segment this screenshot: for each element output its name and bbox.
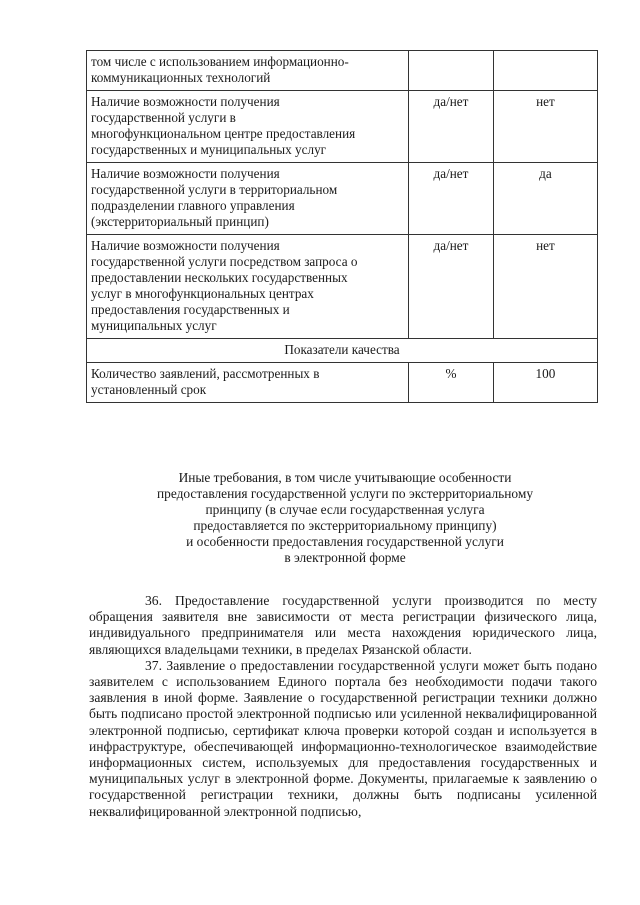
paragraph-36	[89, 593, 597, 658]
cell-line: государственных и муниципальных услуг	[91, 142, 327, 157]
cell-line: том числе с использованием информационно-	[91, 54, 349, 69]
value-cell: 100	[493, 363, 597, 403]
indicators-table	[86, 50, 598, 403]
heading-line: Иные требования, в том числе учитывающие особенности	[178, 470, 512, 485]
table-row	[87, 51, 598, 91]
heading-line: и особенности предоставления государственной услуги	[186, 534, 504, 549]
table-row	[87, 91, 598, 163]
cell-line: (экстерриториальный принцип)	[91, 214, 269, 229]
cell-line: Количество заявлений, рассмотренных в	[91, 366, 320, 381]
cell-line: услуг в многофункциональных центрах	[91, 286, 314, 301]
heading-line: принципу (в случае если государственная услуга	[205, 502, 485, 517]
cell-line: многофункциональном центре предоставления	[91, 126, 356, 141]
body-text	[89, 593, 597, 820]
table-row	[87, 235, 598, 339]
cell-line: государственной услуги в	[91, 110, 236, 125]
table-row	[87, 363, 598, 403]
cell-line: муниципальных услуг	[91, 318, 217, 333]
paragraph-number: 36.	[145, 593, 162, 608]
heading-line: в электронной форме	[284, 550, 406, 565]
cell-line: государственной услуги посредством запроса о	[91, 254, 358, 269]
unit-cell: %	[409, 363, 494, 403]
unit-cell	[409, 51, 494, 91]
cell-line: Наличие возможности получения	[91, 94, 280, 109]
value-cell	[493, 51, 597, 91]
section-heading	[80, 470, 610, 566]
value-cell: нет	[493, 235, 597, 339]
value-cell: да	[493, 163, 597, 235]
cell-line: предоставления государственных и	[91, 302, 290, 317]
indicator-name-cell	[87, 163, 409, 235]
table-row	[87, 163, 598, 235]
cell-line: предоставлении нескольких государственных	[91, 270, 348, 285]
unit-cell: да/нет	[409, 235, 494, 339]
section-quality-header: Показатели качества	[87, 339, 598, 363]
unit-cell: да/нет	[409, 163, 494, 235]
heading-line: предоставляется по экстерриториальному принципу)	[193, 518, 497, 533]
paragraph-text: Предоставление государственной услуги производится по месту обращения заявителя вне зависимости от места регистрации физического лица, индивидуального предпринимателя или места нахождения юридического лица, являющихся владельцами техники, в пределах Рязанской области.	[89, 593, 597, 657]
indicator-name-cell	[87, 91, 409, 163]
cell-line: Наличие возможности получения	[91, 238, 280, 253]
indicator-name-cell	[87, 235, 409, 339]
paragraph-number: 37.	[145, 657, 162, 673]
value-cell: нет	[493, 91, 597, 163]
indicator-name-cell	[87, 51, 409, 91]
cell-line: подразделении главного управления	[91, 198, 295, 213]
unit-cell: да/нет	[409, 91, 494, 163]
cell-line: Наличие возможности получения	[91, 166, 280, 181]
heading-line: предоставления государственной услуги по экстерриториальному	[156, 486, 534, 501]
paragraph-text: Заявление о предоставлении государственной услуги может быть подано заявителем с использованием Единого портала без необходимости подачи такого заявления в иной форме. Заявление о государственной регистрации техники должно быть подписано простой электронной подписью или усиленной неквалифицированной электронной подписью, сертификат ключа проверки которой создан и используется в инфраструктуре, обеспечивающей информационно-технологическое взаимодействие информационных систем, используемых для предоставления государственных и муниципальных услуг в электронной форме. Документы, прилагаемые к заявлению о государственной регистрации техники, должны быть подписаны усиленной неквалифицированной электронной подписью,	[89, 657, 598, 819]
indicator-name-cell	[87, 363, 409, 403]
paragraph-37	[89, 658, 597, 820]
cell-line: государственной услуги в территориальном	[91, 182, 338, 197]
cell-line: установленный срок	[91, 382, 207, 397]
table-section-row	[87, 339, 598, 363]
cell-line: коммуникационных технологий	[91, 70, 271, 85]
